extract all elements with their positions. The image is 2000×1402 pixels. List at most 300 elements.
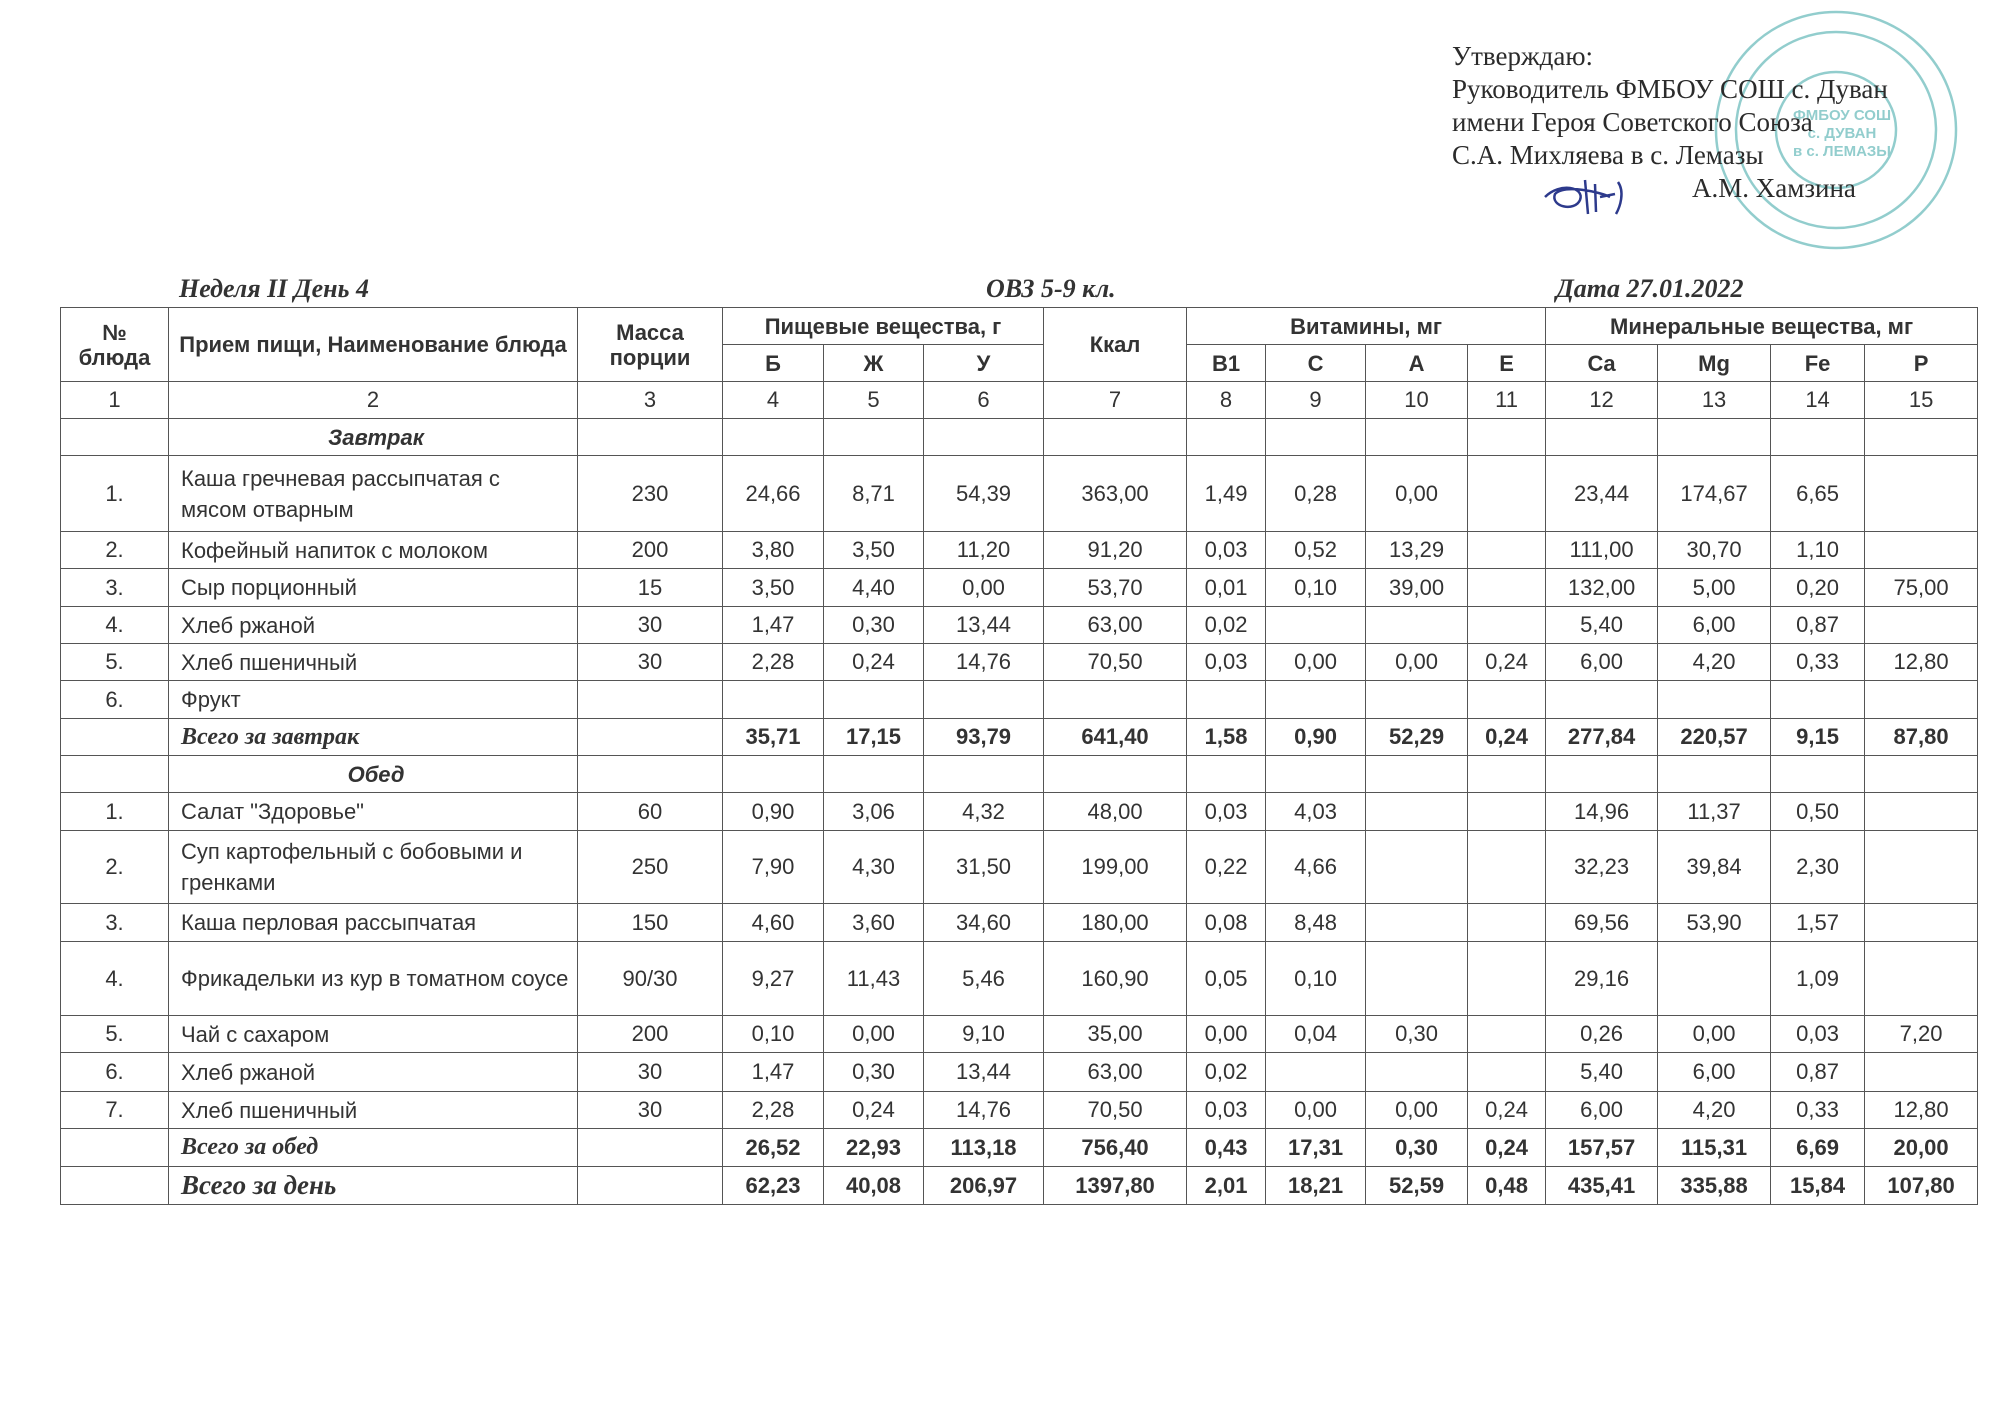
nutrient-value: 206,97 <box>924 1167 1044 1205</box>
dish-name: Каша гречневая рассыпчатая с мясом отварным <box>169 456 578 532</box>
nutrient-value: 157,57 <box>1546 1129 1658 1167</box>
nutrient-value: 11,20 <box>924 532 1044 569</box>
dish-name: Всего за день <box>169 1167 578 1205</box>
dish-number: 6. <box>61 1053 169 1092</box>
column-number: 8 <box>1187 382 1266 419</box>
column-number: 6 <box>924 382 1044 419</box>
table-row <box>61 904 1978 942</box>
header-sub-ж: Ж <box>824 345 924 382</box>
nutrient-value: 1,58 <box>1187 719 1266 756</box>
nutrient-value <box>1366 904 1468 942</box>
nutrient-value: 0,10 <box>1266 942 1366 1016</box>
nutrient-value: 0,87 <box>1771 607 1865 644</box>
nutrient-value: 6,00 <box>1546 1092 1658 1129</box>
table-row <box>61 644 1978 681</box>
dish-name: Кофейный напиток с молоком <box>169 532 578 569</box>
dish-number: 5. <box>61 644 169 681</box>
nutrient-value <box>1366 681 1468 719</box>
nutrient-value: 93,79 <box>924 719 1044 756</box>
nutrient-value <box>1865 607 1978 644</box>
nutrient-value <box>1366 793 1468 831</box>
dish-number <box>61 419 169 456</box>
nutrient-value: 2,01 <box>1187 1167 1266 1205</box>
nutrient-value: 174,67 <box>1658 456 1771 532</box>
dish-name: Сыр порционный <box>169 569 578 607</box>
nutrient-value: 13,44 <box>924 1053 1044 1092</box>
total-row <box>61 1167 1978 1205</box>
nutrient-value: 107,80 <box>1865 1167 1978 1205</box>
nutrient-value: 0,28 <box>1266 456 1366 532</box>
nutrient-value <box>1266 1053 1366 1092</box>
dish-name: Хлеб пшеничный <box>169 644 578 681</box>
nutrient-value: 9,10 <box>924 1016 1044 1053</box>
column-number: 10 <box>1366 382 1468 419</box>
header-no: № блюда <box>61 308 169 382</box>
dish-name: Фрукт <box>169 681 578 719</box>
portion-mass <box>578 419 723 456</box>
nutrient-value: 29,16 <box>1546 942 1658 1016</box>
nutrient-value <box>924 756 1044 793</box>
nutrient-value <box>1865 756 1978 793</box>
nutrient-value: 0,52 <box>1266 532 1366 569</box>
nutrient-value: 14,76 <box>924 644 1044 681</box>
portion-mass <box>578 1167 723 1205</box>
nutrient-value <box>1468 607 1546 644</box>
nutrient-value: 3,50 <box>824 532 924 569</box>
nutrient-value <box>1771 681 1865 719</box>
nutrient-value: 0,30 <box>824 1053 924 1092</box>
nutrient-value: 435,41 <box>1546 1167 1658 1205</box>
nutrient-value: 70,50 <box>1044 1092 1187 1129</box>
dish-number: 2. <box>61 831 169 904</box>
nutrient-value: 1,09 <box>1771 942 1865 1016</box>
nutrient-value <box>1187 756 1266 793</box>
header-kcal: Ккал <box>1044 308 1187 382</box>
nutrient-value: 0,43 <box>1187 1129 1266 1167</box>
nutrient-value: 0,03 <box>1187 532 1266 569</box>
nutrient-value: 5,40 <box>1546 607 1658 644</box>
nutrient-value <box>723 681 824 719</box>
portion-mass: 30 <box>578 644 723 681</box>
nutrient-value: 1,10 <box>1771 532 1865 569</box>
nutrient-value: 8,71 <box>824 456 924 532</box>
nutrient-value <box>1865 419 1978 456</box>
nutrient-value <box>1468 569 1546 607</box>
nutrient-value <box>1865 793 1978 831</box>
dish-number <box>61 719 169 756</box>
table-row <box>61 456 1978 532</box>
nutrient-value: 180,00 <box>1044 904 1187 942</box>
nutrient-value: 4,03 <box>1266 793 1366 831</box>
dish-name: Всего за завтрак <box>169 719 578 756</box>
nutrient-value <box>1366 831 1468 904</box>
nutrient-value <box>1546 681 1658 719</box>
dish-name: Завтрак <box>169 419 578 456</box>
header-vitamins: Витамины, мг <box>1187 308 1546 345</box>
header-mass: Масса порции <box>578 308 723 382</box>
nutrient-value: 0,30 <box>824 607 924 644</box>
dish-number: 3. <box>61 569 169 607</box>
nutrient-value: 0,24 <box>824 644 924 681</box>
nutrient-value: 0,24 <box>824 1092 924 1129</box>
nutrient-value: 1,47 <box>723 607 824 644</box>
nutrient-value: 6,00 <box>1546 644 1658 681</box>
nutrient-value: 54,39 <box>924 456 1044 532</box>
nutrient-value: 22,93 <box>824 1129 924 1167</box>
nutrient-value: 4,66 <box>1266 831 1366 904</box>
nutrient-value <box>1658 756 1771 793</box>
dish-name: Хлеб пшеничный <box>169 1092 578 1129</box>
nutrient-value: 0,00 <box>1266 1092 1366 1129</box>
svg-text:в с. ЛЕМАЗЫ: в с. ЛЕМАЗЫ <box>1792 143 1892 160</box>
column-number: 2 <box>169 382 578 419</box>
dish-number: 4. <box>61 607 169 644</box>
nutrient-value <box>1468 904 1546 942</box>
nutrient-value: 0,03 <box>1771 1016 1865 1053</box>
nutrient-value <box>1266 681 1366 719</box>
header-nutrients: Пищевые вещества, г <box>723 308 1044 345</box>
portion-mass: 30 <box>578 1092 723 1129</box>
nutrient-value: 8,48 <box>1266 904 1366 942</box>
nutrient-value <box>1366 607 1468 644</box>
nutrient-value <box>1366 1053 1468 1092</box>
column-number: 3 <box>578 382 723 419</box>
nutrient-value: 0,00 <box>1366 644 1468 681</box>
dish-name: Чай с сахаром <box>169 1016 578 1053</box>
nutrient-value: 9,27 <box>723 942 824 1016</box>
portion-mass: 60 <box>578 793 723 831</box>
nutrient-value: 0,90 <box>1266 719 1366 756</box>
nutrient-value <box>1044 419 1187 456</box>
column-number: 11 <box>1468 382 1546 419</box>
nutrient-value <box>824 681 924 719</box>
nutrient-value <box>924 681 1044 719</box>
table-row <box>61 831 1978 904</box>
dish-name: Всего за обед <box>169 1129 578 1167</box>
nutrient-value: 5,46 <box>924 942 1044 1016</box>
nutrient-value <box>1468 831 1546 904</box>
portion-mass: 200 <box>578 1016 723 1053</box>
nutrient-value: 0,24 <box>1468 1129 1546 1167</box>
header-name: Прием пищи, Наименование блюда <box>169 308 578 382</box>
nutrient-value: 0,08 <box>1187 904 1266 942</box>
nutrient-value <box>1546 419 1658 456</box>
nutrient-value: 23,44 <box>1546 456 1658 532</box>
nutrient-value: 39,84 <box>1658 831 1771 904</box>
column-number: 15 <box>1865 382 1978 419</box>
nutrient-value: 5,40 <box>1546 1053 1658 1092</box>
nutrient-value: 53,90 <box>1658 904 1771 942</box>
approval-line: С.А. Михляева в с. Лемазы <box>1452 140 1764 170</box>
nutrient-value <box>1865 532 1978 569</box>
nutrient-value <box>1468 532 1546 569</box>
nutrient-value: 7,90 <box>723 831 824 904</box>
nutrient-value: 0,00 <box>1366 1092 1468 1129</box>
nutrient-value: 14,96 <box>1546 793 1658 831</box>
nutrient-value: 0,48 <box>1468 1167 1546 1205</box>
column-number: 5 <box>824 382 924 419</box>
menu-table <box>60 307 1978 1205</box>
nutrient-value: 48,00 <box>1044 793 1187 831</box>
nutrient-value: 132,00 <box>1546 569 1658 607</box>
nutrient-value: 24,66 <box>723 456 824 532</box>
portion-mass: 90/30 <box>578 942 723 1016</box>
table-row <box>61 1053 1978 1092</box>
nutrient-value: 756,40 <box>1044 1129 1187 1167</box>
dish-number: 1. <box>61 456 169 532</box>
nutrient-value <box>1366 756 1468 793</box>
nutrient-value <box>1771 419 1865 456</box>
table-row <box>61 1092 1978 1129</box>
nutrient-value <box>824 756 924 793</box>
nutrient-value <box>723 419 824 456</box>
nutrient-value: 0,00 <box>1187 1016 1266 1053</box>
dish-number: 5. <box>61 1016 169 1053</box>
nutrient-value: 0,03 <box>1187 644 1266 681</box>
nutrient-value <box>1266 756 1366 793</box>
portion-mass <box>578 1129 723 1167</box>
nutrient-value: 335,88 <box>1658 1167 1771 1205</box>
nutrient-value: 2,30 <box>1771 831 1865 904</box>
nutrient-value: 12,80 <box>1865 1092 1978 1129</box>
nutrient-value: 35,71 <box>723 719 824 756</box>
nutrient-value: 6,00 <box>1658 607 1771 644</box>
nutrient-value <box>1546 756 1658 793</box>
nutrient-value <box>1468 756 1546 793</box>
approval-line: Утверждаю: <box>1452 41 1594 71</box>
header-sub-c: C <box>1266 345 1366 382</box>
nutrient-value <box>1865 831 1978 904</box>
header-sub-б: Б <box>723 345 824 382</box>
dish-number <box>61 1167 169 1205</box>
nutrient-value: 115,31 <box>1658 1129 1771 1167</box>
dish-name: Обед <box>169 756 578 793</box>
nutrient-value: 0,03 <box>1187 1092 1266 1129</box>
approval-line: Руководитель ФМБОУ СОШ с. Дуван <box>1452 74 1888 104</box>
nutrient-value: 11,37 <box>1658 793 1771 831</box>
nutrient-value: 13,44 <box>924 607 1044 644</box>
nutrient-value: 26,52 <box>723 1129 824 1167</box>
nutrient-value: 0,50 <box>1771 793 1865 831</box>
column-number: 7 <box>1044 382 1187 419</box>
section-row <box>61 419 1978 456</box>
nutrient-value: 0,02 <box>1187 607 1266 644</box>
nutrient-value: 6,69 <box>1771 1129 1865 1167</box>
nutrient-value: 0,00 <box>1658 1016 1771 1053</box>
table-row <box>61 532 1978 569</box>
nutrient-value <box>1865 1053 1978 1092</box>
portion-mass: 250 <box>578 831 723 904</box>
nutrient-value <box>1865 942 1978 1016</box>
portion-mass: 230 <box>578 456 723 532</box>
nutrient-value: 1397,80 <box>1044 1167 1187 1205</box>
dish-name: Суп картофельный с бобовыми и гренками <box>169 831 578 904</box>
portion-mass <box>578 756 723 793</box>
nutrient-value: 0,22 <box>1187 831 1266 904</box>
nutrient-value: 17,15 <box>824 719 924 756</box>
column-number: 14 <box>1771 382 1865 419</box>
table-row <box>61 569 1978 607</box>
approval-signer: А.М. Хамзина <box>1692 173 1856 203</box>
header-sub-p: P <box>1865 345 1978 382</box>
table-row <box>61 607 1978 644</box>
nutrient-value: 3,80 <box>723 532 824 569</box>
nutrient-value: 3,50 <box>723 569 824 607</box>
nutrient-value <box>1865 456 1978 532</box>
total-row <box>61 719 1978 756</box>
nutrient-value: 2,28 <box>723 1092 824 1129</box>
nutrient-value: 75,00 <box>1865 569 1978 607</box>
dish-number <box>61 1129 169 1167</box>
nutrient-value: 40,08 <box>824 1167 924 1205</box>
nutrient-value: 30,70 <box>1658 532 1771 569</box>
nutrient-value: 160,90 <box>1044 942 1187 1016</box>
nutrient-value: 52,29 <box>1366 719 1468 756</box>
nutrient-value: 0,30 <box>1366 1016 1468 1053</box>
nutrient-value: 13,29 <box>1366 532 1468 569</box>
nutrient-value: 0,00 <box>1366 456 1468 532</box>
header-minerals: Минеральные вещества, мг <box>1546 308 1978 345</box>
nutrient-value: 0,87 <box>1771 1053 1865 1092</box>
column-number: 1 <box>61 382 169 419</box>
nutrient-value: 220,57 <box>1658 719 1771 756</box>
dish-name: Хлеб ржаной <box>169 1053 578 1092</box>
portion-mass: 15 <box>578 569 723 607</box>
portion-mass: 200 <box>578 532 723 569</box>
nutrient-value: 17,31 <box>1266 1129 1366 1167</box>
total-row <box>61 1129 1978 1167</box>
dish-name: Фрикадельки из кур в томатном соусе <box>169 942 578 1016</box>
nutrient-value <box>1468 1016 1546 1053</box>
nutrient-value: 0,01 <box>1187 569 1266 607</box>
nutrient-value: 4,20 <box>1658 644 1771 681</box>
nutrient-value <box>1266 607 1366 644</box>
nutrient-value <box>1468 681 1546 719</box>
date-title: Дата 27.01.2022 <box>1556 274 1744 303</box>
nutrient-value: 53,70 <box>1044 569 1187 607</box>
nutrient-value: 2,28 <box>723 644 824 681</box>
dish-name: Хлеб ржаной <box>169 607 578 644</box>
nutrient-value: 4,40 <box>824 569 924 607</box>
nutrient-value: 87,80 <box>1865 719 1978 756</box>
approval-block <box>1452 40 1888 205</box>
nutrient-value: 0,26 <box>1546 1016 1658 1053</box>
nutrient-value: 0,90 <box>723 793 824 831</box>
group-title: ОВЗ 5-9 кл. <box>986 274 1116 303</box>
nutrient-value: 0,24 <box>1468 644 1546 681</box>
handwritten-signature <box>1540 172 1650 222</box>
portion-mass <box>578 719 723 756</box>
header-sub-e: E <box>1468 345 1546 382</box>
dish-number: 2. <box>61 532 169 569</box>
nutrient-value: 199,00 <box>1044 831 1187 904</box>
nutrient-value: 34,60 <box>924 904 1044 942</box>
nutrient-value: 11,43 <box>824 942 924 1016</box>
nutrient-value: 39,00 <box>1366 569 1468 607</box>
dish-number: 4. <box>61 942 169 1016</box>
column-number: 4 <box>723 382 824 419</box>
column-number: 9 <box>1266 382 1366 419</box>
week-day-title: Неделя II День 4 <box>179 274 369 303</box>
nutrient-value <box>1468 1053 1546 1092</box>
nutrient-value: 91,20 <box>1044 532 1187 569</box>
header-sub-mg: Mg <box>1658 345 1771 382</box>
nutrient-value <box>1266 419 1366 456</box>
nutrient-value: 0,10 <box>723 1016 824 1053</box>
dish-number: 3. <box>61 904 169 942</box>
nutrient-value: 0,24 <box>1468 719 1546 756</box>
nutrient-value <box>1865 681 1978 719</box>
section-row <box>61 756 1978 793</box>
table-row <box>61 681 1978 719</box>
nutrient-value: 0,24 <box>1468 1092 1546 1129</box>
dish-number: 6. <box>61 681 169 719</box>
nutrient-value: 14,76 <box>924 1092 1044 1129</box>
nutrient-value: 7,20 <box>1865 1016 1978 1053</box>
nutrient-value <box>1658 419 1771 456</box>
nutrient-value <box>1366 419 1468 456</box>
nutrient-value: 3,60 <box>824 904 924 942</box>
approval-line: имени Героя Советского Союза <box>1452 107 1813 137</box>
nutrient-value: 363,00 <box>1044 456 1187 532</box>
nutrient-value: 0,10 <box>1266 569 1366 607</box>
portion-mass: 30 <box>578 1053 723 1092</box>
portion-mass <box>578 681 723 719</box>
nutrient-value: 12,80 <box>1865 644 1978 681</box>
nutrient-value <box>1771 756 1865 793</box>
nutrient-value: 0,30 <box>1366 1129 1468 1167</box>
nutrient-value: 0,20 <box>1771 569 1865 607</box>
nutrient-value: 0,00 <box>824 1016 924 1053</box>
nutrient-value: 4,30 <box>824 831 924 904</box>
nutrient-value <box>924 419 1044 456</box>
nutrient-value: 0,33 <box>1771 644 1865 681</box>
nutrient-value: 0,00 <box>924 569 1044 607</box>
nutrient-value <box>1865 904 1978 942</box>
nutrient-value <box>1044 681 1187 719</box>
nutrient-value: 277,84 <box>1546 719 1658 756</box>
nutrient-value <box>1044 756 1187 793</box>
nutrient-value: 62,23 <box>723 1167 824 1205</box>
nutrient-value: 35,00 <box>1044 1016 1187 1053</box>
table-row <box>61 1016 1978 1053</box>
header-sub-у: У <box>924 345 1044 382</box>
nutrient-value: 9,15 <box>1771 719 1865 756</box>
portion-mass: 30 <box>578 607 723 644</box>
nutrient-value: 63,00 <box>1044 1053 1187 1092</box>
nutrient-value: 70,50 <box>1044 644 1187 681</box>
nutrient-value: 1,49 <box>1187 456 1266 532</box>
table-row <box>61 942 1978 1016</box>
nutrient-value <box>1468 456 1546 532</box>
svg-text:ФМБОУ СОШ: ФМБОУ СОШ <box>1792 107 1892 124</box>
dish-name: Салат "Здоровье" <box>169 793 578 831</box>
nutrient-value <box>824 419 924 456</box>
nutrient-value: 15,84 <box>1771 1167 1865 1205</box>
nutrient-value: 4,60 <box>723 904 824 942</box>
nutrient-value: 52,59 <box>1366 1167 1468 1205</box>
nutrient-value: 0,04 <box>1266 1016 1366 1053</box>
nutrient-value: 0,33 <box>1771 1092 1865 1129</box>
nutrient-value: 641,40 <box>1044 719 1187 756</box>
nutrient-value: 1,57 <box>1771 904 1865 942</box>
nutrient-value <box>1468 419 1546 456</box>
nutrient-value: 0,02 <box>1187 1053 1266 1092</box>
nutrient-value: 4,32 <box>924 793 1044 831</box>
nutrient-value <box>1468 793 1546 831</box>
nutrient-value: 6,00 <box>1658 1053 1771 1092</box>
dish-number: 7. <box>61 1092 169 1129</box>
